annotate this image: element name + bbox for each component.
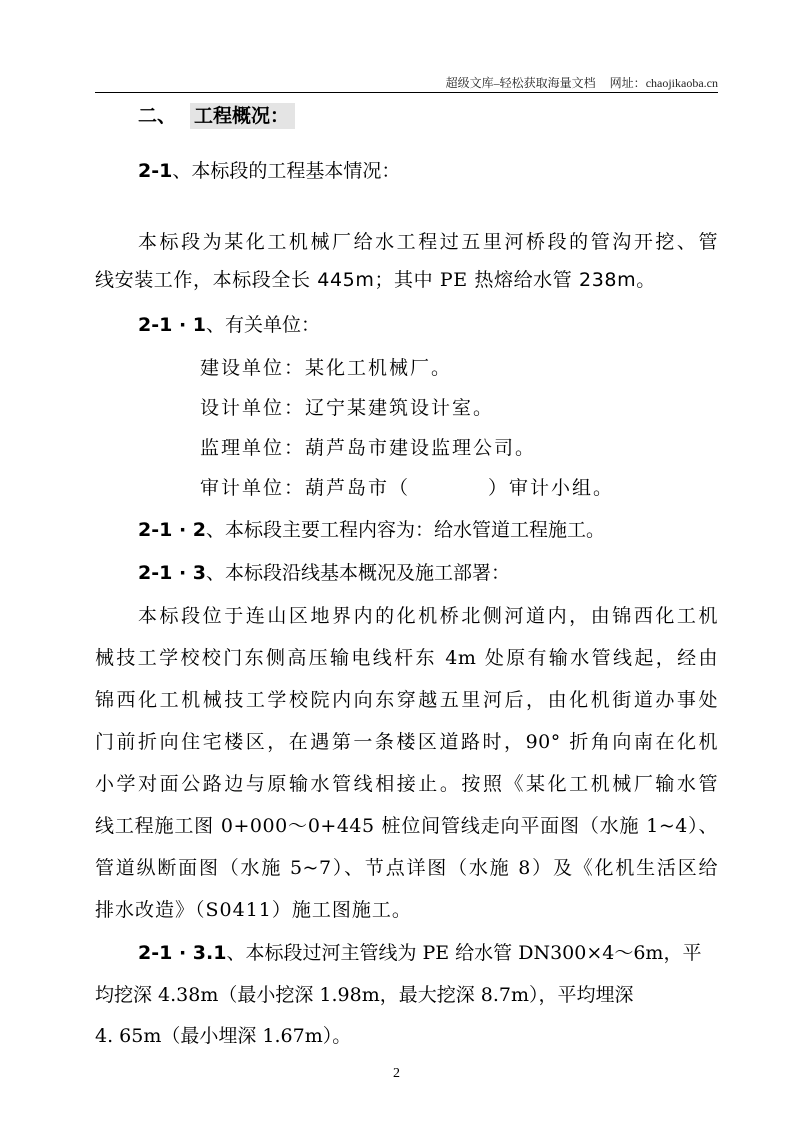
subheading-2-1-3-1: [138, 941, 718, 965]
paragraph-line: 均挖深 4.38m（最小挖深 1.98m，最大挖深 8.7m），平均埋深: [95, 984, 634, 1006]
paragraph-line: [95, 268, 656, 292]
subheading-title: 、有关单位：: [206, 314, 321, 336]
paragraph-line: 线工程施工图 0+000～0+445 桩位间管线走向平面图（水施 1~4）、: [95, 815, 718, 837]
unit-label: 建设单位：: [200, 357, 306, 379]
subheading-text: 、本标段过河主管线为 PE 给水管 DN300×4～6m，平: [226, 942, 702, 964]
subheading-number: 2-1 · 3: [138, 562, 206, 584]
unit-label: 设计单位：: [200, 397, 306, 419]
subheading-title: 、本标段主要工程内容为：给水管道工程施工。: [206, 519, 606, 541]
paragraph-line: 械技工学校校门东侧高压输电线杆东 4m 处原有输水管线起，经由: [95, 647, 718, 669]
paragraph-line: 锦西化工机械技工学校院内向东穿越五里河后，由化机街道办事处: [95, 689, 718, 711]
subheading-number: 2-1 · 3.1: [138, 942, 227, 964]
header-url: chaojikaoba.cn: [645, 76, 718, 90]
paragraph-line: 本标段为某化工机械厂给水工程过五里河桥段的管沟开挖、管: [138, 231, 718, 253]
unit-row-supervision: [200, 436, 536, 460]
unit-row-construction: [200, 356, 452, 380]
section-title: 工程概况：: [190, 103, 295, 129]
unit-row-design: [200, 396, 494, 420]
paragraph-line: 小学对面公路边与原输水管线相接止。按照《某化工机械厂输水管: [95, 773, 718, 795]
section-heading: [138, 103, 295, 129]
subheading-2-1-3: [138, 561, 510, 585]
subheading-2-1-1: [138, 313, 320, 337]
unit-label: 审计单位：: [200, 477, 306, 499]
subheading-number: 2-1: [138, 160, 173, 182]
section-number: 二、: [138, 105, 177, 127]
subheading-2-1-2: [138, 518, 605, 542]
subheading-2-1: [138, 159, 400, 183]
paragraph-line: 4. 65m（最小埋深 1.67m）。: [95, 1025, 352, 1047]
paragraph-line: 管道纵断面图（水施 5~7）、节点详图（水施 8）及《化机生活区给: [95, 857, 718, 879]
text-run: 。: [636, 269, 656, 291]
unit-row-audit: [200, 476, 614, 500]
text-run: 线安装工作，本标段全长: [95, 269, 318, 291]
subheading-number: 2-1 · 1: [138, 314, 206, 336]
unit-value-prefix: 葫芦岛市（: [305, 477, 411, 499]
header-url-label: 网址：: [609, 76, 646, 90]
subheading-title: 、本标段的工程基本情况：: [172, 160, 401, 182]
subheading-title: 、本标段沿线基本概况及施工部署：: [206, 562, 511, 584]
paragraph-line: 排水改造》（S0411）施工图施工。: [95, 899, 412, 921]
paragraph-line: 门前折向住宅楼区，在遇第一条楼区道路时，90° 折角向南在化机: [95, 731, 718, 753]
unit-value: 辽宁某建筑设计室。: [305, 397, 495, 419]
page-header: [95, 76, 718, 93]
header-site-name: 超级文库–轻松获取海量文档: [445, 76, 596, 90]
unit-value: 某化工机械厂。: [305, 357, 453, 379]
unit-label: 监理单位：: [200, 437, 306, 459]
unit-value: 葫芦岛市建设监理公司。: [305, 437, 537, 459]
total-length-value: 445m: [317, 269, 375, 291]
page-number: 2: [393, 1066, 400, 1081]
subheading-number: 2-1 · 2: [138, 519, 206, 541]
paragraph-line: 本标段位于连山区地界内的化机桥北侧河道内，由锦西化工机: [138, 605, 718, 627]
pe-length-value: 238m: [579, 269, 637, 291]
text-run: ；其中 PE 热熔给水管: [374, 269, 580, 291]
unit-value-suffix: ）审计小组。: [488, 477, 615, 499]
